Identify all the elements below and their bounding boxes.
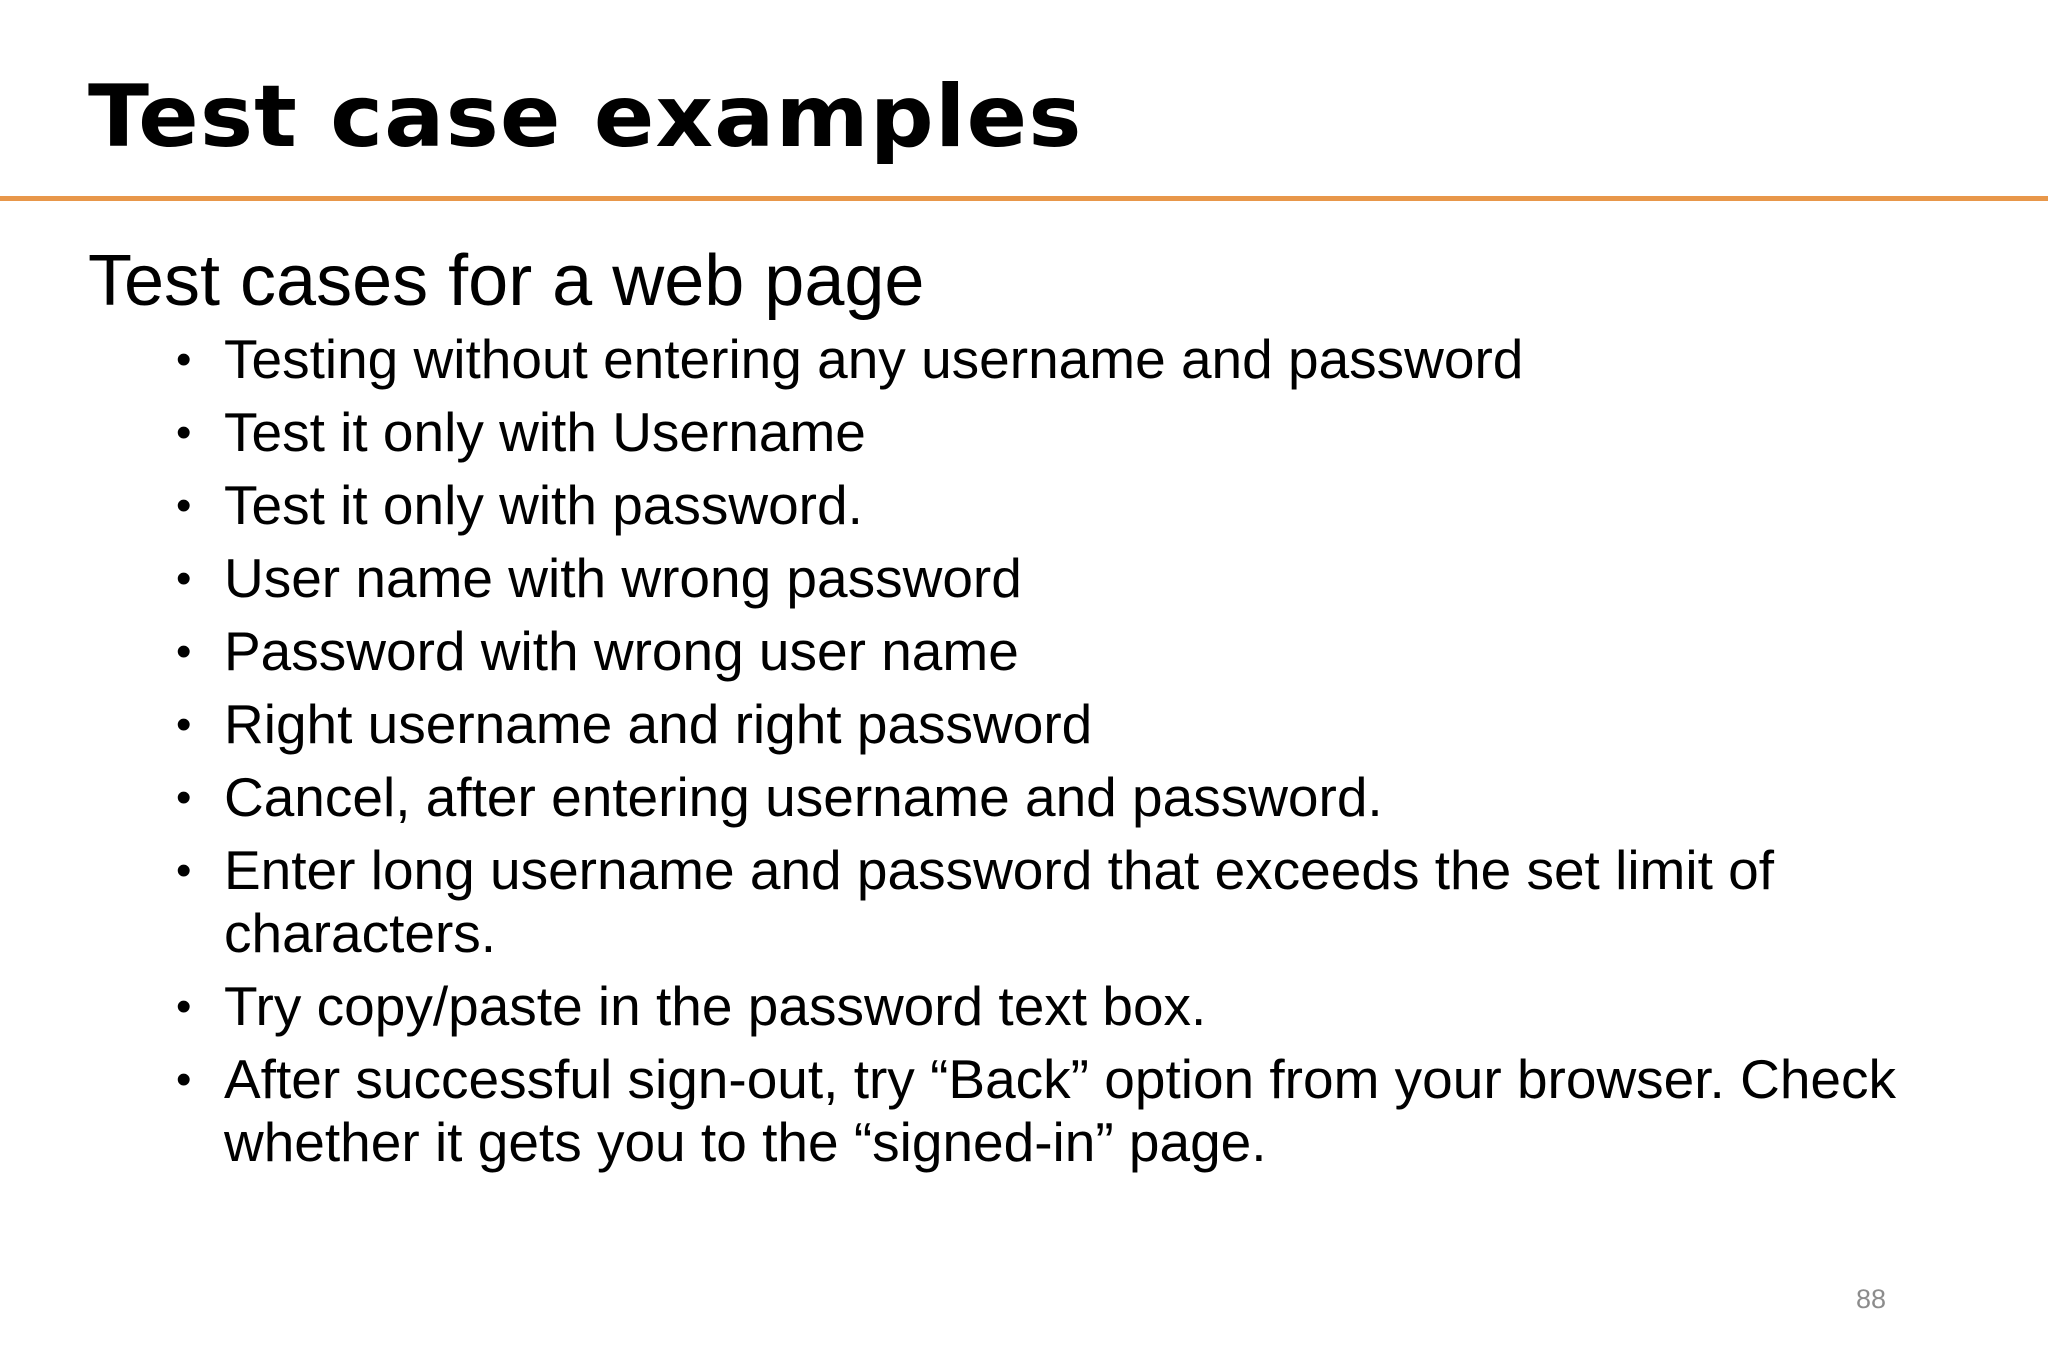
bullet-icon: • — [176, 846, 192, 895]
bullet-icon: • — [176, 627, 192, 676]
list-item — [176, 1048, 1976, 1174]
bullet-text: Testing without entering any username and password — [224, 328, 1524, 390]
bullet-icon: • — [176, 773, 192, 822]
page-number: 88 — [1856, 1284, 1887, 1314]
list-item — [176, 693, 1976, 756]
title-divider — [0, 196, 2048, 201]
bullet-icon: • — [176, 700, 192, 749]
list-item — [176, 975, 1976, 1038]
bullet-text: Enter long username and password that exceeds the set limit of characters. — [224, 839, 1775, 964]
bullet-text: Password with wrong user name — [224, 620, 1019, 682]
bullet-icon: • — [176, 982, 192, 1031]
bullet-text: After successful sign-out, try “Back” option from your browser. Check whether it gets you to the “signed-in” page. — [224, 1048, 1896, 1173]
bullet-text: Try copy/paste in the password text box. — [224, 975, 1207, 1037]
list-item — [176, 620, 1976, 683]
bullet-list — [176, 328, 1976, 1184]
list-item — [176, 474, 1976, 537]
list-item — [176, 766, 1976, 829]
bullet-icon: • — [176, 1055, 192, 1104]
bullet-text: Right username and right password — [224, 693, 1093, 755]
slide-subtitle: Test cases for a web page — [88, 241, 925, 321]
bullet-text: User name with wrong password — [224, 547, 1022, 609]
bullet-text: Cancel, after entering username and password. — [224, 766, 1383, 828]
bullet-icon: • — [176, 554, 192, 603]
list-item — [176, 328, 1976, 391]
bullet-icon: • — [176, 481, 192, 530]
bullet-text: Test it only with Username — [224, 401, 866, 463]
bullet-icon: • — [176, 408, 192, 457]
bullet-icon: • — [176, 335, 192, 384]
bullet-text: Test it only with password. — [224, 474, 863, 536]
list-item — [176, 547, 1976, 610]
slide-title: Test case examples — [88, 67, 1083, 167]
list-item — [176, 401, 1976, 464]
list-item — [176, 839, 1976, 965]
